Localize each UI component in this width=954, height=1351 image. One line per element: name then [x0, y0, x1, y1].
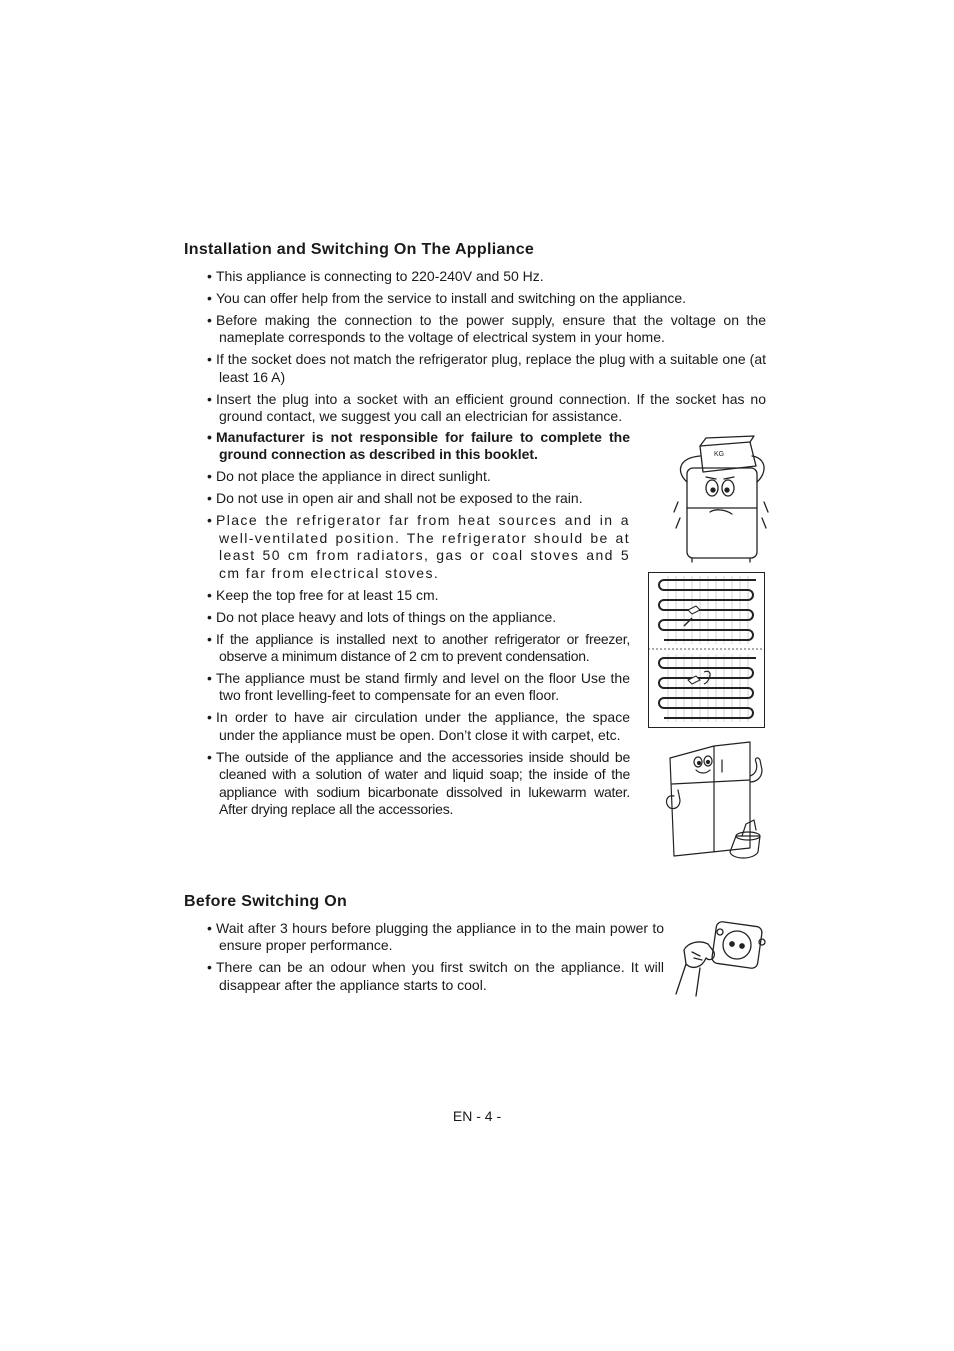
list-item: • You can offer help from the service to install and switching on the appliance. [184, 290, 766, 307]
list-item: • Do not place the appliance in direct sunlight. [184, 468, 630, 485]
overloaded-fridge-illustration [670, 432, 770, 564]
installation-list-narrow [184, 429, 630, 823]
before-switching-list [184, 920, 664, 999]
list-item: • In order to have air circulation under the appliance, the space under the appliance must be open. Don’t close it with carpet, etc. [184, 709, 630, 744]
list-item: • The outside of the appliance and the accessories inside should be cleaned with a solution of water and liquid soap; the inside of the appliance with sodium bicarbonate dissolved in lukewarm water. After drying replace all the accessories. [184, 749, 630, 819]
list-item: • Place the refrigerator far from heat sources and in a well-ventilated position. The refrigerator should be at least 50 cm from radiators, gas or coal stoves and 5 cm far from electrical stoves. [184, 512, 630, 582]
list-item: • Do not place heavy and lots of things on the appliance. [184, 609, 630, 626]
socket-plug-illustration [670, 918, 770, 998]
list-item: • The appliance must be stand firmly and level on the floor Use the two front levelling-feet to compensate for an even floor. [184, 670, 630, 705]
condenser-coil-illustration [648, 572, 765, 728]
page-number: EN - 4 - [452, 1108, 502, 1124]
list-item: • Before making the connection to the power supply, ensure that the voltage on the nameplate corresponds to the voltage of electrical system in your home. [184, 312, 766, 347]
list-item: • If the socket does not match the refrigerator plug, replace the plug with a suitable one (at least 16 A) [184, 351, 766, 386]
box-label: KG [714, 451, 725, 458]
list-item: • If the appliance is installed next to another refrigerator or freezer, observe a minimum distance of 2 cm to prevent condensation. [184, 631, 630, 666]
installation-list-wide [184, 268, 766, 430]
list-item: • Keep the top free for at least 15 cm. [184, 587, 630, 604]
cleaning-fridge-illustration [662, 740, 768, 864]
list-item: • Do not use in open air and shall not be exposed to the rain. [184, 490, 630, 507]
section-title-before-switching: Before Switching On [184, 893, 348, 910]
list-item: • This appliance is connecting to 220-240V and 50 Hz. [184, 268, 766, 285]
list-item-warning: • Manufacturer is not responsible for failure to complete the ground connection as described in this booklet. [184, 429, 630, 464]
list-item: • There can be an odour when you first switch on the appliance. It will disappear after the appliance starts to cool. [184, 959, 664, 994]
list-item: • Insert the plug into a socket with an efficient ground connection. If the socket has no ground contact, we suggest you call an electrician for assistance. [184, 391, 766, 426]
list-item: • Wait after 3 hours before plugging the appliance in to the main power to ensure proper performance. [184, 920, 664, 955]
section-title-installation: Installation and Switching On The Appliance [184, 241, 535, 258]
